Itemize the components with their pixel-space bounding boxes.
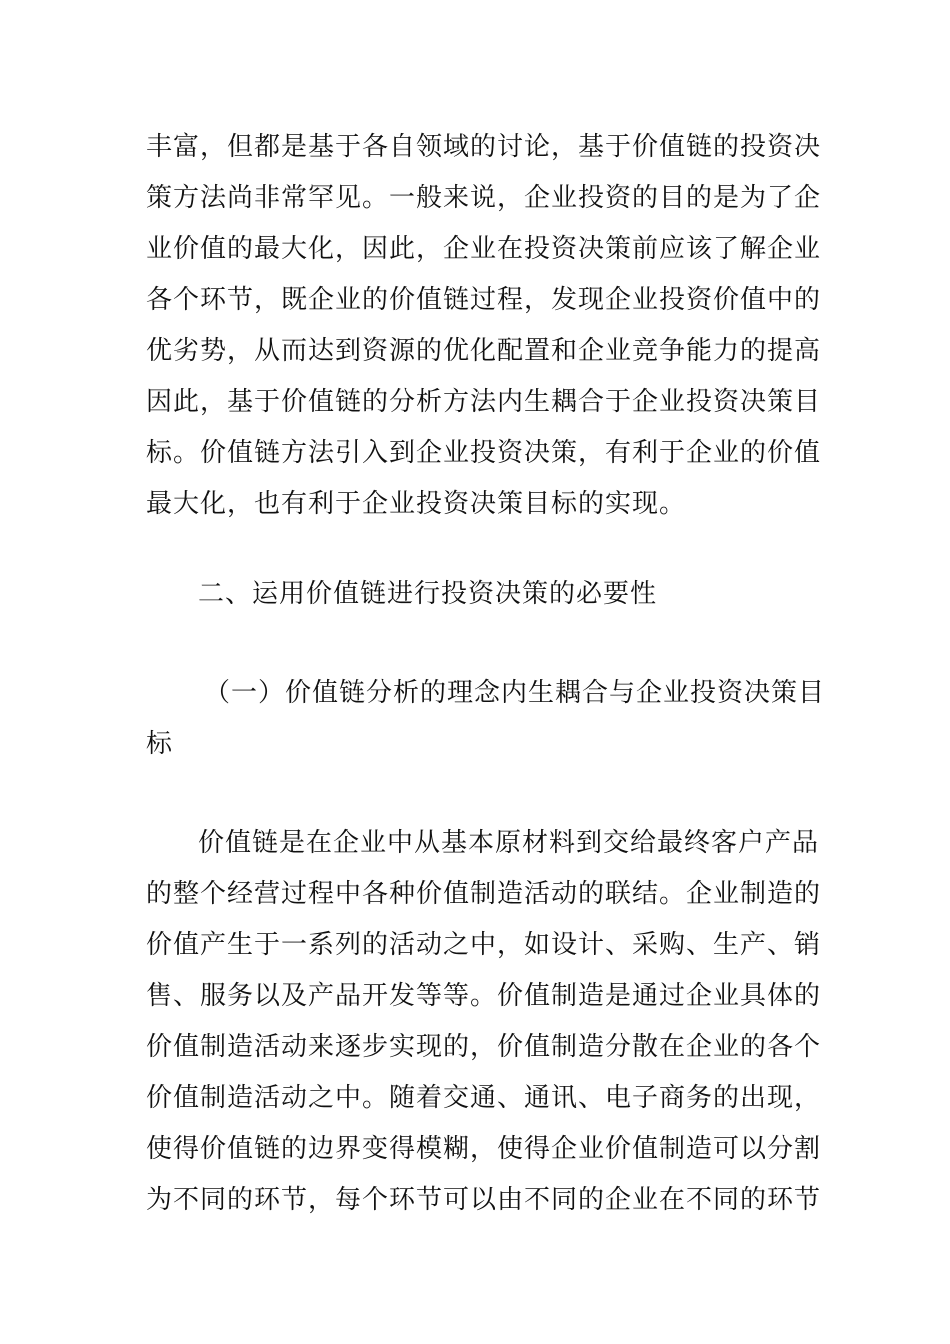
paragraph-line: 价值产生于一系列的活动之中，如设计、采购、生产、销: [146, 930, 822, 960]
paragraph-line: 因此，基于价值链的分析方法内生耦合于企业投资决策目: [146, 387, 822, 417]
paragraph-line: 标。价值链方法引入到企业投资决策，有利于企业的价值: [146, 438, 822, 468]
paragraph-line: 价值制造活动来逐步实现的，价值制造分散在企业的各个: [146, 1032, 822, 1062]
subsection-heading-line: （一）价值链分析的理念内生耦合与企业投资决策目: [204, 678, 826, 708]
value-chain-paragraph: [146, 818, 822, 1226]
paragraph-line: 各个环节，既企业的价值链过程，发现企业投资价值中的: [146, 285, 822, 315]
paragraph-line: 最大化，也有利于企业投资决策目标的实现。: [146, 489, 687, 519]
paragraph-line: 优劣势，从而达到资源的优化配置和企业竞争能力的提高: [146, 336, 822, 366]
continued-paragraph: [146, 122, 822, 530]
paragraph-line: 的整个经营过程中各种价值制造活动的联结。企业制造的: [146, 879, 822, 909]
paragraph-line: 策方法尚非常罕见。一般来说，企业投资的目的是为了企: [146, 183, 822, 213]
paragraph-line: 使得价值链的边界变得模糊，使得企业价值制造可以分割: [146, 1134, 822, 1164]
paragraph-line: 价值链是在企业中从基本原材料到交给最终客户产品: [198, 828, 820, 858]
paragraph-line: 业价值的最大化，因此，企业在投资决策前应该了解企业: [146, 234, 822, 264]
paragraph-line: 为不同的环节，每个环节可以由不同的企业在不同的环节: [146, 1185, 822, 1215]
section-heading-text: 二、运用价值链进行投资决策的必要性: [198, 579, 658, 609]
paragraph-line: 丰富，但都是基于各自领域的讨论，基于价值链的投资决: [146, 132, 822, 162]
section-heading: [146, 569, 811, 620]
subsection-heading-line: 标: [146, 729, 174, 759]
subsection-heading: [146, 668, 826, 770]
paragraph-line: 价值制造活动之中。随着交通、通讯、电子商务的出现，: [146, 1083, 822, 1113]
paragraph-line: 售、服务以及产品开发等等。价值制造是通过企业具体的: [146, 981, 822, 1011]
